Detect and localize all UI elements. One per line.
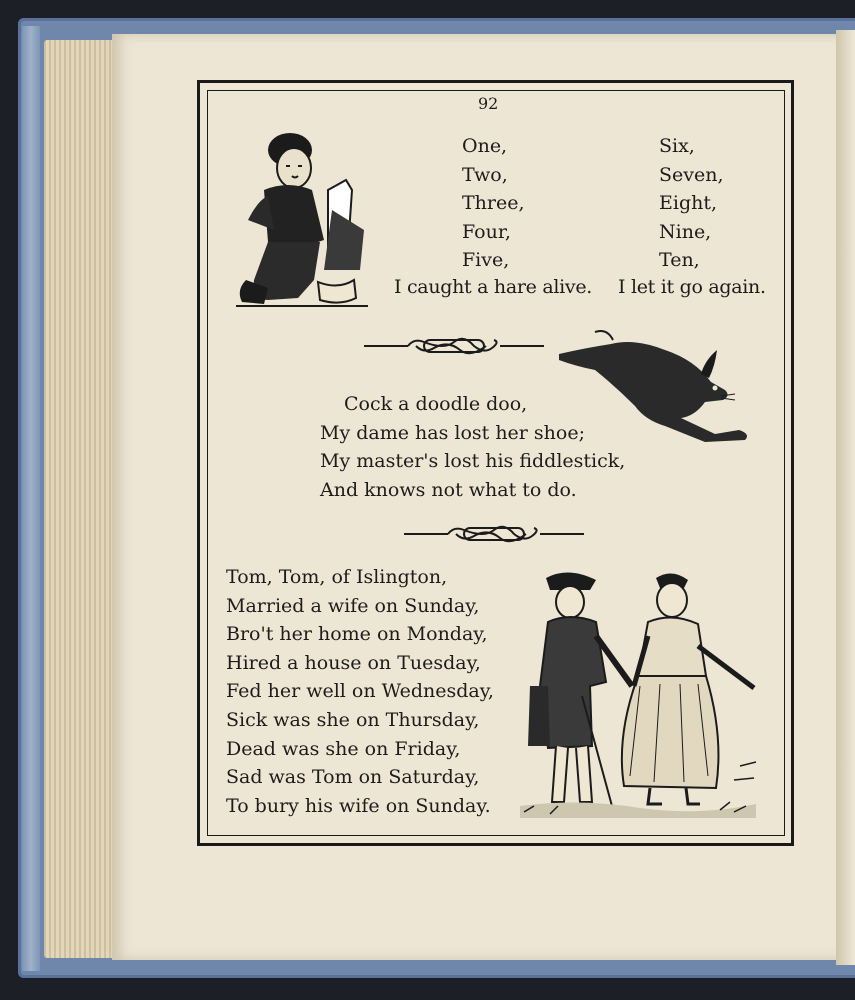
hare-caught-line: I caught a hare alive.	[394, 276, 593, 298]
ornament-divider	[404, 524, 584, 544]
count-line: Two,	[462, 163, 508, 186]
verse-line: Hired a house on Tuesday,	[226, 651, 481, 674]
count-line: Seven,	[659, 163, 724, 186]
count-line: Five,	[462, 249, 510, 272]
ornament-divider	[364, 336, 544, 356]
counting-left-column	[462, 132, 525, 275]
couple-illustration	[520, 566, 760, 822]
page-gutter	[836, 30, 855, 965]
book-spine-edge	[22, 26, 40, 971]
verse-line: Dead was she on Friday,	[226, 737, 461, 760]
verse-line: Sad was Tom on Saturday,	[226, 766, 480, 789]
counting-right-column	[659, 132, 724, 275]
verse-line: Sick was she on Thursday,	[226, 708, 480, 731]
verse-line: Married a wife on Sunday,	[226, 594, 480, 617]
verse-line: Cock a doodle doo,	[344, 393, 528, 415]
verse-line: My dame has lost her shoe;	[320, 421, 585, 444]
page-number: 92	[478, 94, 499, 113]
count-line: Nine,	[659, 220, 712, 243]
hare-released-line: I let it go again.	[618, 276, 766, 298]
boy-illustration	[228, 130, 376, 312]
count-line: Six,	[659, 135, 695, 157]
tom-rhyme	[226, 563, 494, 820]
verse-line: To bury his wife on Sunday.	[226, 794, 491, 817]
verse-line: And knows not what to do.	[320, 478, 577, 501]
verse-line: Fed her well on Wednesday,	[226, 680, 494, 703]
count-line: Three,	[462, 192, 525, 215]
count-line: Eight,	[659, 192, 718, 215]
count-line: Ten,	[659, 249, 700, 272]
count-line: Four,	[462, 220, 511, 243]
verse-line: My master's lost his fiddlestick,	[320, 450, 626, 473]
cock-rhyme	[320, 390, 625, 504]
count-line: One,	[462, 135, 508, 157]
verse-line: Tom, Tom, of Islington,	[226, 566, 448, 588]
verse-line: Bro't her home on Monday,	[226, 623, 488, 646]
